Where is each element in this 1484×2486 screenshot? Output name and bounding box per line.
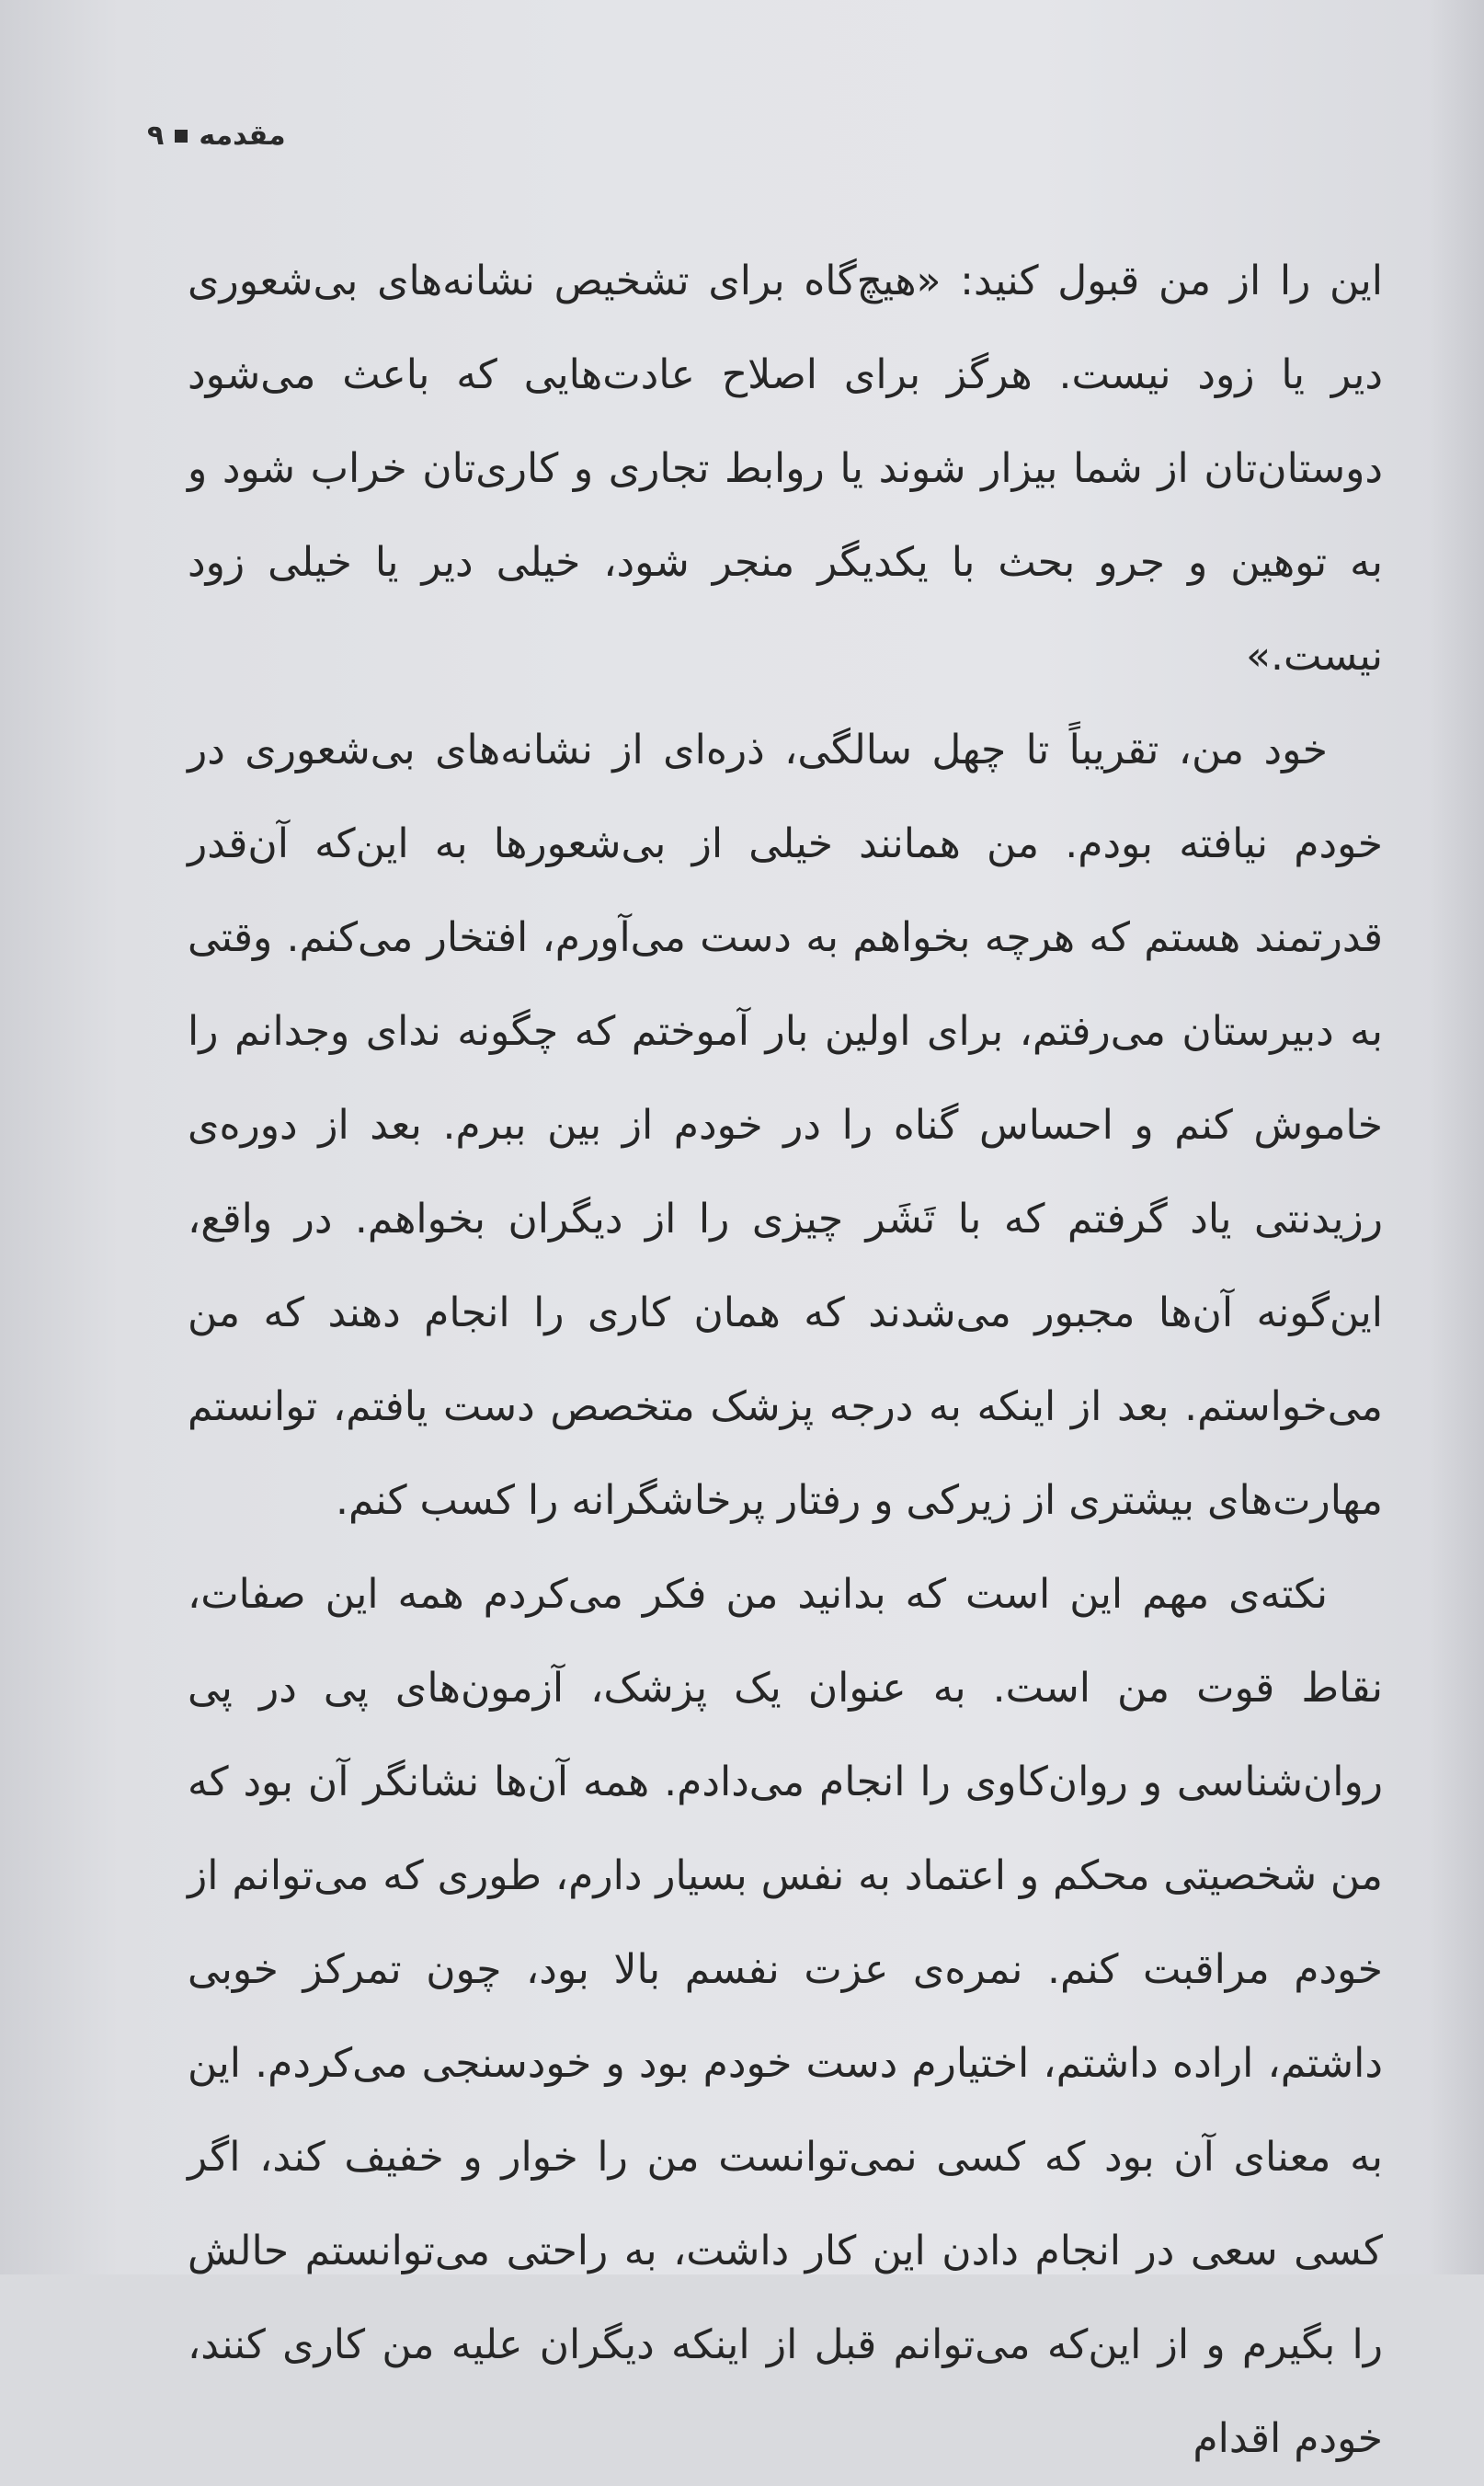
section-title: مقدمه [199, 120, 286, 152]
paragraph-1: این را از من قبول کنید: «هیچ‌گاه برای تشخیص نشانه‌های بی‌شعوری دیر یا زود نیست. هرگز برای اصلاح عادت‌هایی که باعث می‌شود دوستان‌تان از شما بیزار شوند یا روابط تجاری و کاری‌تان خراب شود و به توهین و جرو بحث با یکدیگر منجر شود، خیلی دیر یا خیلی زود نیست.» [188, 258, 1383, 680]
body-text [188, 235, 1383, 2486]
page-edge-shadow [1429, 0, 1484, 2274]
page-number: ۹ [147, 120, 165, 152]
paragraph-2: خود من، تقریباً تا چهل سالگی، ذره‌ای از نشانه‌های بی‌شعوری در خودم نیافته بودم. من همانند خیلی از بی‌شعورها به این‌که آن‌قدر قدرتمند هستم که هرچه بخواهم به دست می‌آورم، افتخار می‌کنم. وقتی به دبیرستان می‌رفتم، برای اولین بار آموختم که چگونه ندای وجدانم را خاموش کنم و احساس گناه را در خودم از بین ببرم. بعد از دوره‌ی رزیدنتی یاد گرفتم که با تَشَر چیزی را از دیگران بخواهم. در واقع، این‌گونه آن‌ها مجبور می‌شدند که همان کاری را انجام دهند که من می‌خواستم. بعد از اینکه به درجه پزشک متخصص دست یافتم، توانستم مهارت‌های بیشتری از زیرکی و رفتار پرخاشگرانه را کسب کنم. [188, 727, 1383, 1524]
square-bullet-icon [175, 130, 188, 143]
paragraph-3: نکته‌ی مهم این است که بدانید من فکر می‌کردم همه این صفات، نقاط قوت من است. به عنوان یک پزشک، آزمون‌های پی در پی روان‌شناسی و روان‌کاوی را انجام می‌دادم. همه آن‌ها نشانگر آن بود که من شخصیتی محکم و اعتماد به نفس بسیار دارم، طوری که می‌توانم از خودم مراقبت کنم. نمره‌ی عزت نفسم بالا بود، چون تمرکز خوبی داشتم، اراده داشتم، اختیارم دست خودم بود و خودسنجی می‌کردم. این به معنای آن بود که کسی نمی‌توانست من را خوار و خفیف کند، اگر کسی سعی در انجام دادن این کار داشت، به راحتی می‌توانستم حالش را بگیرم و از این‌که می‌توانم قبل از اینکه دیگران علیه من کاری کنند، خودم اقدام [188, 1571, 1383, 2462]
running-head [147, 120, 286, 152]
